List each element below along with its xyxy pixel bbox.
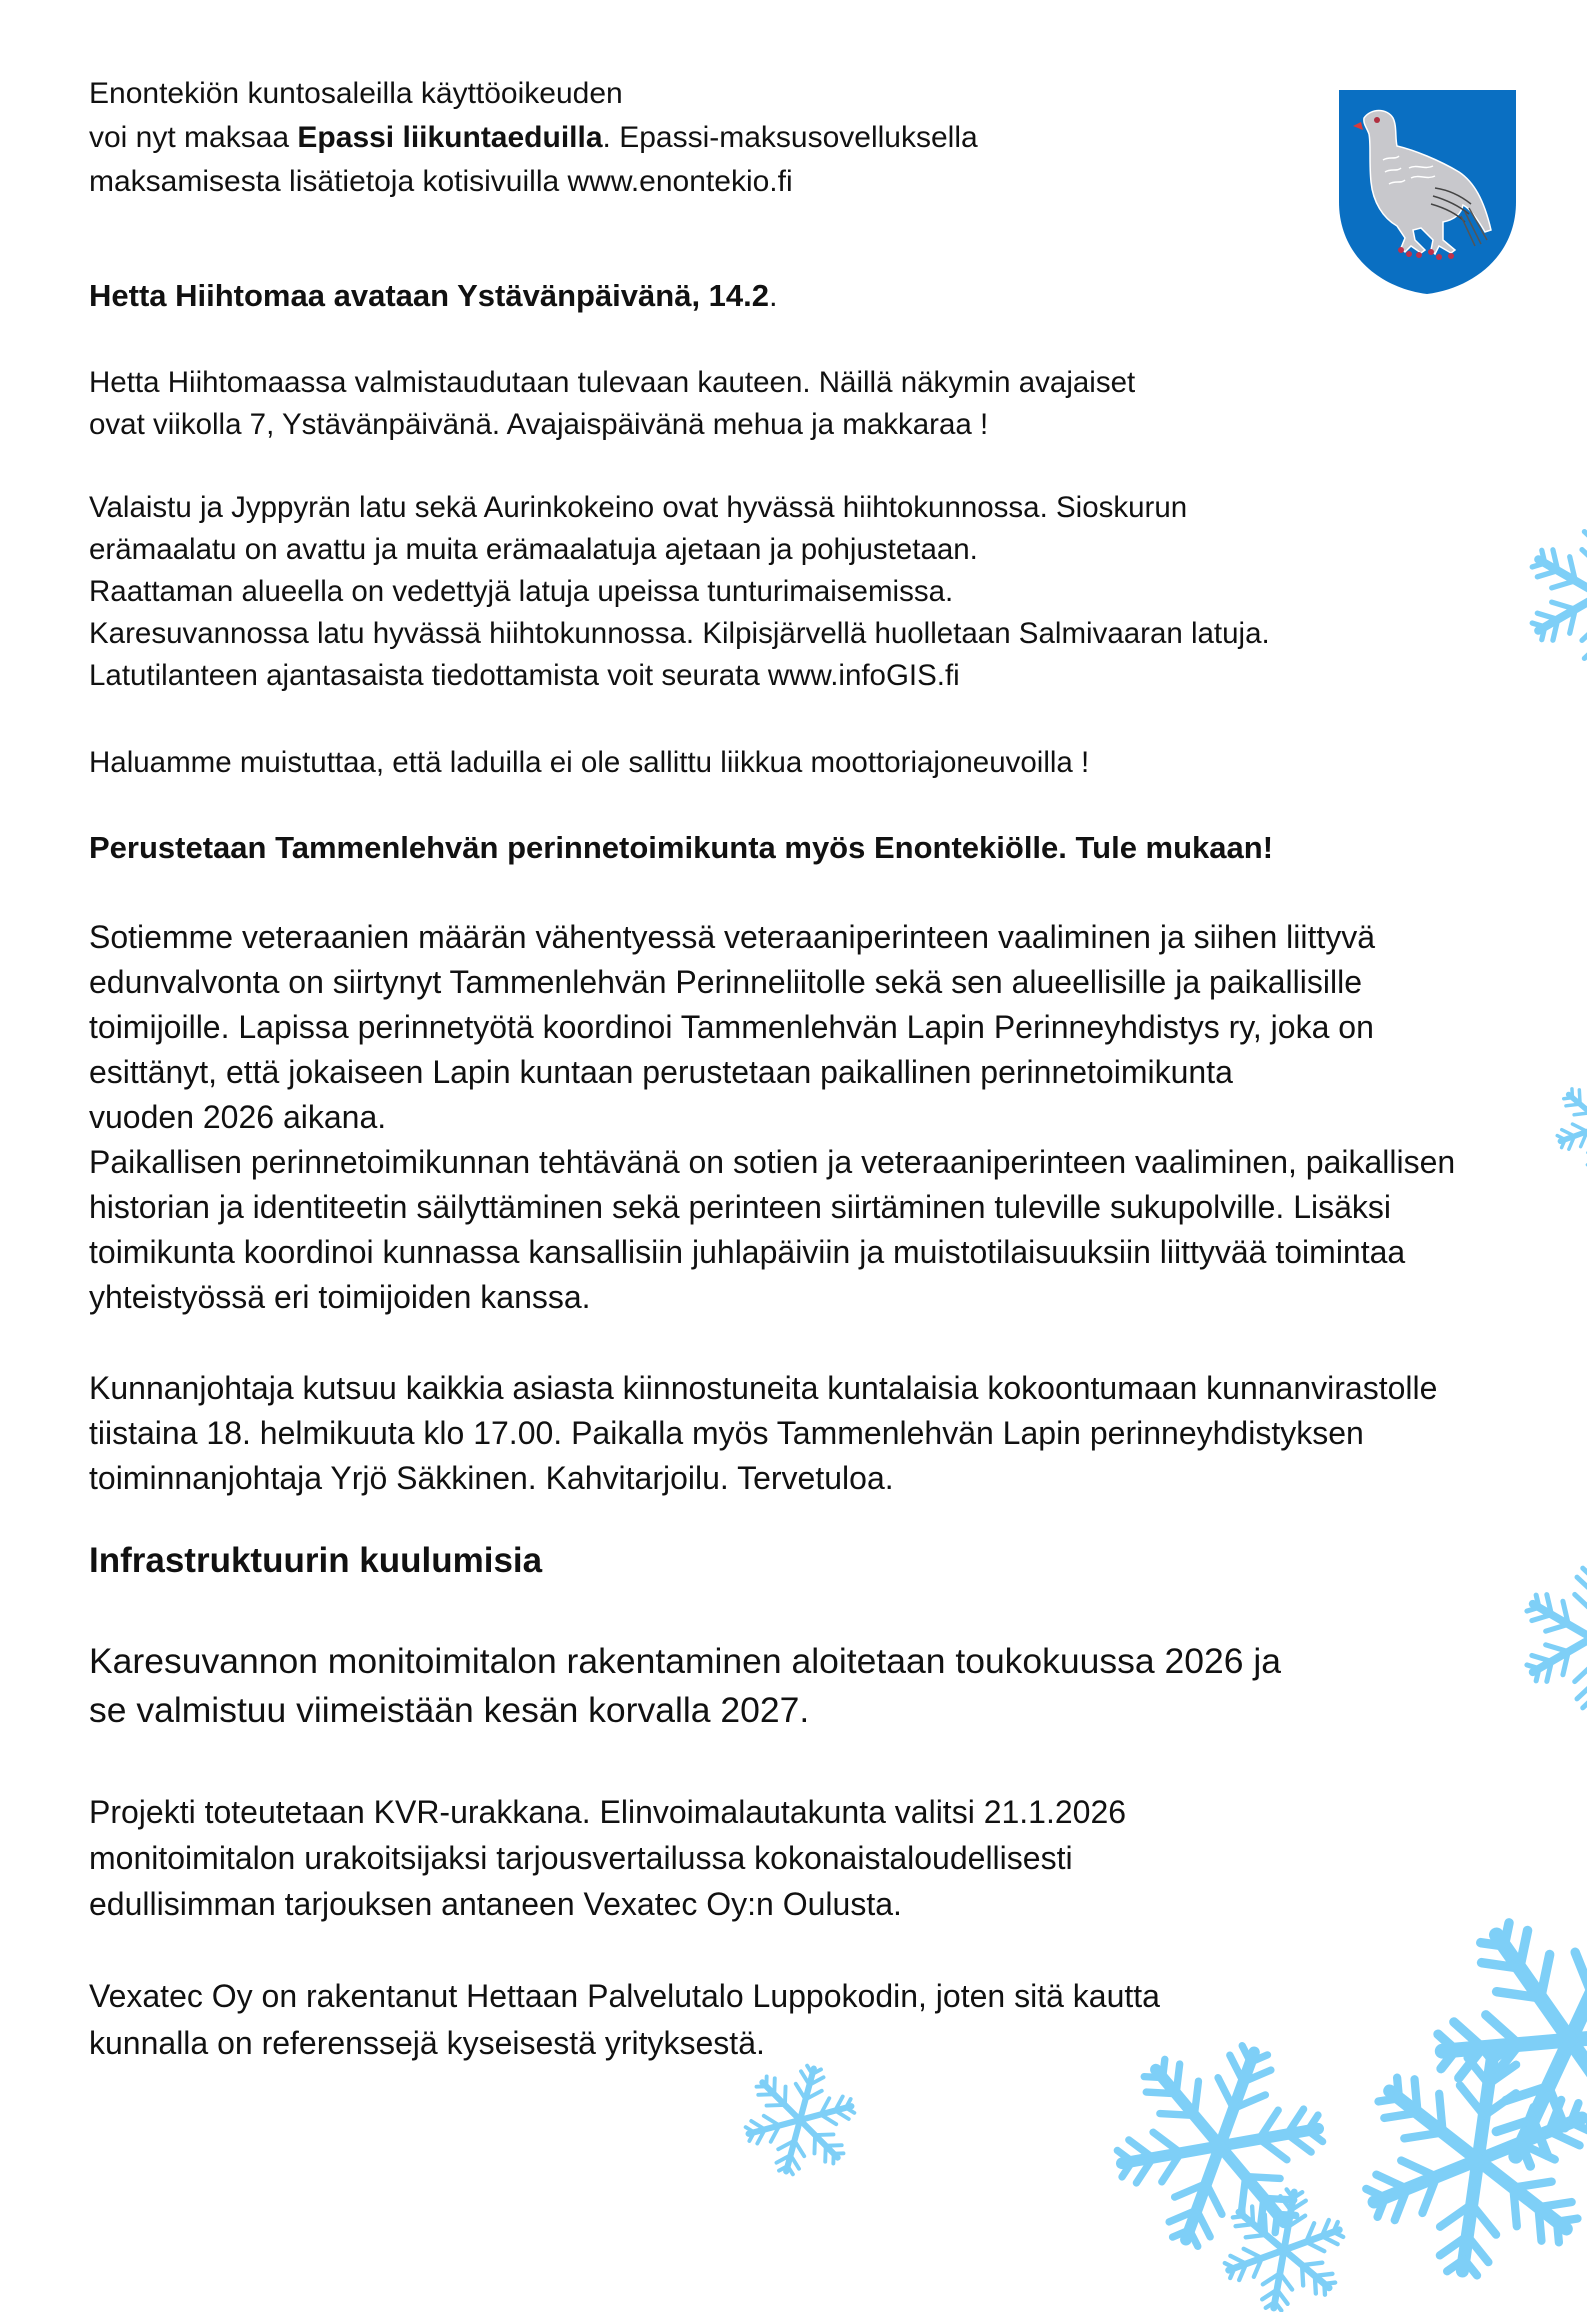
- text-line: erämaalatu on avattu ja muita erämaalatuja ajetaan ja pohjustetaan.: [89, 533, 978, 566]
- section-heading-infra: Infrastruktuurin kuulumisia: [89, 1541, 543, 1580]
- text-line: Raattaman alueella on vedettyjä latuja upeissa tunturimaisemissa.: [89, 575, 954, 608]
- intro-line: [89, 116, 978, 160]
- section-heading-veterans: Perustetaan Tammenlehvän perinnetoimikunta myös Enontekiölle. Tule mukaan!: [89, 830, 1274, 865]
- veterans-paragraph-background: [89, 915, 1375, 1140]
- veterans-paragraph-invitation: [89, 1366, 1437, 1501]
- intro-text: . Epassi-maksusovelluksella: [602, 121, 978, 154]
- text-line: tiistaina 18. helmikuuta klo 17.00. Paikalla myös Tammenlehvän Lapin perinneyhdistyksen: [89, 1415, 1364, 1451]
- snowflake-icon: [744, 2064, 856, 2176]
- text-line: Hetta Hiihtomaassa valmistaudutaan tulevaan kauteen. Näillä näkymin avajaiset: [89, 366, 1136, 399]
- infra-paragraph-contract: [89, 1789, 1126, 1927]
- text-line: Sotiemme veteraanien määrän vähentyessä veteraaniperinteen vaaliminen ja siihen liittyvä: [89, 919, 1376, 955]
- coat-of-arms: [1339, 90, 1516, 294]
- intro-line: maksamisesta lisätietoja kotisivuilla www.enontekio.fi: [89, 165, 793, 198]
- text-line: edunvalvonta on siirtynyt Tammenlehvän Perinneliitolle sekä sen alueellisille ja paikallisille: [89, 964, 1362, 1000]
- text-line: Haluamme muistuttaa, että laduilla ei ole sallittu liikkua moottoriajoneuvoilla !: [89, 746, 1090, 779]
- text-line: Kunnanjohtaja kutsuu kaikkia asiasta kiinnostuneita kuntalaisia kokoontumaan kunnanvirastolle: [89, 1370, 1438, 1406]
- text-line: toiminnanjohtaja Yrjö Säkkinen. Kahvitarjoilu. Tervetuloa.: [89, 1460, 894, 1496]
- text-line: kunnalla on referenssejä kyseisestä yrityksestä.: [89, 2025, 765, 2061]
- ski-paragraph-opening: [89, 362, 1135, 446]
- intro-paragraph: [89, 72, 978, 204]
- text-line: ovat viikolla 7, Ystävänpäivänä. Avajaispäivänä mehua ja makkaraa !: [89, 408, 989, 441]
- text-line: esittänyt, että jokaiseen Lapin kuntaan perustetaan paikallinen perinnetoimikunta: [89, 1054, 1233, 1090]
- text-line: toimijoille. Lapissa perinnetyötä koordinoi Tammenlehvän Lapin Perinneyhdistys ry, joka on: [89, 1009, 1374, 1045]
- intro-line: Enontekiön kuntosaleilla käyttöoikeuden: [89, 77, 623, 110]
- text-line: Paikallisen perinnetoimikunnan tehtävänä on sotien ja veteraaniperinteen vaaliminen, paikallisen: [89, 1144, 1456, 1180]
- text-line: Valaistu ja Jyppyrän latu sekä Aurinkokeino ovat hyvässä hiihtokunnossa. Sioskurun: [89, 491, 1188, 524]
- heading-text: Hetta Hiihtomaa avataan Ystävänpäivänä, 14.2: [89, 278, 770, 313]
- veterans-paragraph-tasks: [89, 1140, 1455, 1320]
- text-line: monitoimitalon urakoitsijaksi tarjousvertailussa kokonaistaloudellisesti: [89, 1840, 1073, 1876]
- text-line: se valmistuu viimeistään kesän korvalla 2027.: [89, 1690, 810, 1730]
- heading-dot: .: [769, 278, 778, 313]
- snowflake-icon: [1222, 2188, 1346, 2312]
- ski-paragraph-trails: [89, 487, 1270, 697]
- text-line: Vexatec Oy on rakentanut Hettaan Palvelutalo Luppokodin, joten sitä kautta: [89, 1978, 1160, 2014]
- snowflake-icon: [1555, 1075, 1587, 1175]
- text-line: yhteistyössä eri toimijoiden kanssa.: [89, 1279, 591, 1315]
- intro-text: voi nyt maksaa: [89, 121, 298, 154]
- section-heading-ski: [89, 274, 778, 318]
- text-line: vuoden 2026 aikana.: [89, 1099, 387, 1135]
- text-line: Latutilanteen ajantasaista tiedottamista voit seurata www.infoGIS.fi: [89, 659, 960, 692]
- snowflake-icon: [1520, 1566, 1587, 1710]
- ski-paragraph-reminder: [89, 742, 1089, 784]
- ptarmigan-crest-icon: [1339, 90, 1516, 294]
- text-line: Projekti toteutetaan KVR-urakkana. Elinvoimalautakunta valitsi 21.1.2026: [89, 1794, 1127, 1830]
- text-line: historian ja identiteetin säilyttäminen sekä perinteen siirtäminen tuleville sukupolville. Lisäksi: [89, 1189, 1391, 1225]
- text-line: edullisimman tarjouksen antaneen Vexatec Oy:n Oulusta.: [89, 1886, 902, 1922]
- snowflake-icon: [1525, 520, 1587, 670]
- text-line: Karesuvannossa latu hyvässä hiihtokunnossa. Kilpisjärvellä huolletaan Salmivaaran latuja.: [89, 617, 1270, 650]
- text-line: toimikunta koordinoi kunnassa kansallisiin juhlapäiviin ja muistotilaisuuksiin liittyvää toimintaa: [89, 1234, 1406, 1270]
- epassi-highlight: Epassi liikuntaeduilla: [297, 121, 603, 154]
- snowflake-icon: [1435, 1905, 1587, 2175]
- infra-lead-paragraph: [89, 1637, 1281, 1735]
- infra-paragraph-contractor: [89, 1973, 1160, 2067]
- text-line: Karesuvannon monitoimitalon rakentaminen aloitetaan toukokuussa 2026 ja: [89, 1641, 1281, 1681]
